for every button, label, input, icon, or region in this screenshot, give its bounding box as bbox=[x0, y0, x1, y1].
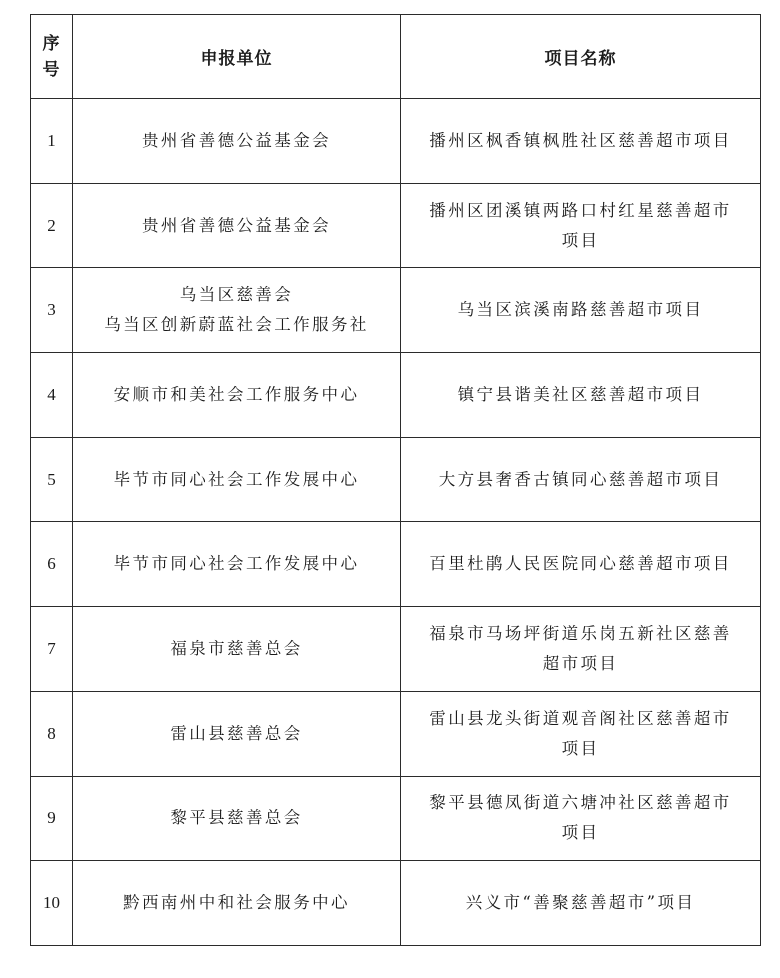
row-project bbox=[401, 522, 761, 607]
table-header-row bbox=[31, 15, 761, 99]
unit-line: 毕节市同心社会工作发展中心 bbox=[113, 554, 360, 574]
project-line: 兴义市“善聚慈善超市”项目 bbox=[465, 893, 696, 913]
row-unit bbox=[73, 691, 401, 776]
row-project bbox=[401, 183, 761, 268]
row-unit bbox=[73, 776, 401, 861]
table-row bbox=[31, 776, 761, 861]
table-body bbox=[31, 99, 761, 946]
table-row bbox=[31, 861, 761, 946]
project-line: 福泉市马场坪街道乐岗五新社区慈善 bbox=[429, 623, 732, 643]
project-line: 百里杜鹃人民医院同心慈善超市项目 bbox=[429, 554, 732, 574]
project-line: 项目 bbox=[561, 738, 600, 758]
unit-line: 雷山县慈善总会 bbox=[170, 723, 303, 743]
row-unit bbox=[73, 353, 401, 438]
row-index: 6 bbox=[31, 522, 73, 607]
project-line: 乌当区滨溪南路慈善超市项目 bbox=[457, 300, 704, 320]
row-unit bbox=[73, 268, 401, 353]
table-row bbox=[31, 607, 761, 692]
row-unit bbox=[73, 607, 401, 692]
project-line: 播州区团溪镇两路口村红星慈善超市 bbox=[429, 200, 732, 220]
unit-line: 黔西南州中和社会服务中心 bbox=[123, 893, 350, 913]
header-index bbox=[31, 15, 73, 99]
project-list-table bbox=[30, 14, 761, 946]
project-line: 播州区枫香镇枫胜社区慈善超市项目 bbox=[429, 130, 732, 150]
project-line: 镇宁县谐美社区慈善超市项目 bbox=[457, 384, 704, 404]
row-unit bbox=[73, 861, 401, 946]
header-project: 项目名称 bbox=[401, 15, 761, 99]
unit-line: 乌当区慈善会 bbox=[179, 285, 294, 305]
header-unit: 申报单位 bbox=[73, 15, 401, 99]
row-index: 10 bbox=[31, 861, 73, 946]
unit-line: 乌当区创新蔚蓝社会工作服务社 bbox=[104, 315, 369, 335]
row-index: 2 bbox=[31, 183, 73, 268]
row-index: 1 bbox=[31, 99, 73, 184]
row-index: 9 bbox=[31, 776, 73, 861]
unit-line: 贵州省善德公益基金会 bbox=[142, 130, 331, 150]
table-row bbox=[31, 353, 761, 438]
project-line: 超市项目 bbox=[542, 653, 619, 673]
row-index: 3 bbox=[31, 268, 73, 353]
table-row bbox=[31, 691, 761, 776]
row-unit bbox=[73, 437, 401, 522]
row-index: 8 bbox=[31, 691, 73, 776]
row-project bbox=[401, 353, 761, 438]
row-project bbox=[401, 861, 761, 946]
row-project bbox=[401, 268, 761, 353]
row-unit bbox=[73, 99, 401, 184]
project-line: 雷山县龙头街道观音阁社区慈善超市 bbox=[429, 708, 732, 728]
table-row bbox=[31, 522, 761, 607]
project-line: 项目 bbox=[561, 823, 600, 843]
project-line: 项目 bbox=[561, 230, 600, 250]
unit-line: 毕节市同心社会工作发展中心 bbox=[113, 469, 360, 489]
table-row bbox=[31, 437, 761, 522]
row-index: 5 bbox=[31, 437, 73, 522]
row-project bbox=[401, 437, 761, 522]
unit-line: 贵州省善德公益基金会 bbox=[142, 215, 331, 235]
row-project bbox=[401, 776, 761, 861]
row-project bbox=[401, 99, 761, 184]
table-row bbox=[31, 183, 761, 268]
unit-line: 黎平县慈善总会 bbox=[170, 808, 303, 828]
row-project bbox=[401, 607, 761, 692]
row-unit bbox=[73, 522, 401, 607]
unit-line: 安顺市和美社会工作服务中心 bbox=[113, 384, 360, 404]
project-line: 大方县奢香古镇同心慈善超市项目 bbox=[438, 469, 723, 489]
header-index-line: 序 bbox=[42, 33, 61, 54]
project-line: 黎平县德凤街道六塘冲社区慈善超市 bbox=[429, 793, 732, 813]
row-project bbox=[401, 691, 761, 776]
table-row bbox=[31, 268, 761, 353]
unit-line: 福泉市慈善总会 bbox=[170, 638, 303, 658]
row-unit bbox=[73, 183, 401, 268]
row-index: 7 bbox=[31, 607, 73, 692]
header-index-line: 号 bbox=[42, 59, 61, 80]
row-index: 4 bbox=[31, 353, 73, 438]
table-row bbox=[31, 99, 761, 184]
